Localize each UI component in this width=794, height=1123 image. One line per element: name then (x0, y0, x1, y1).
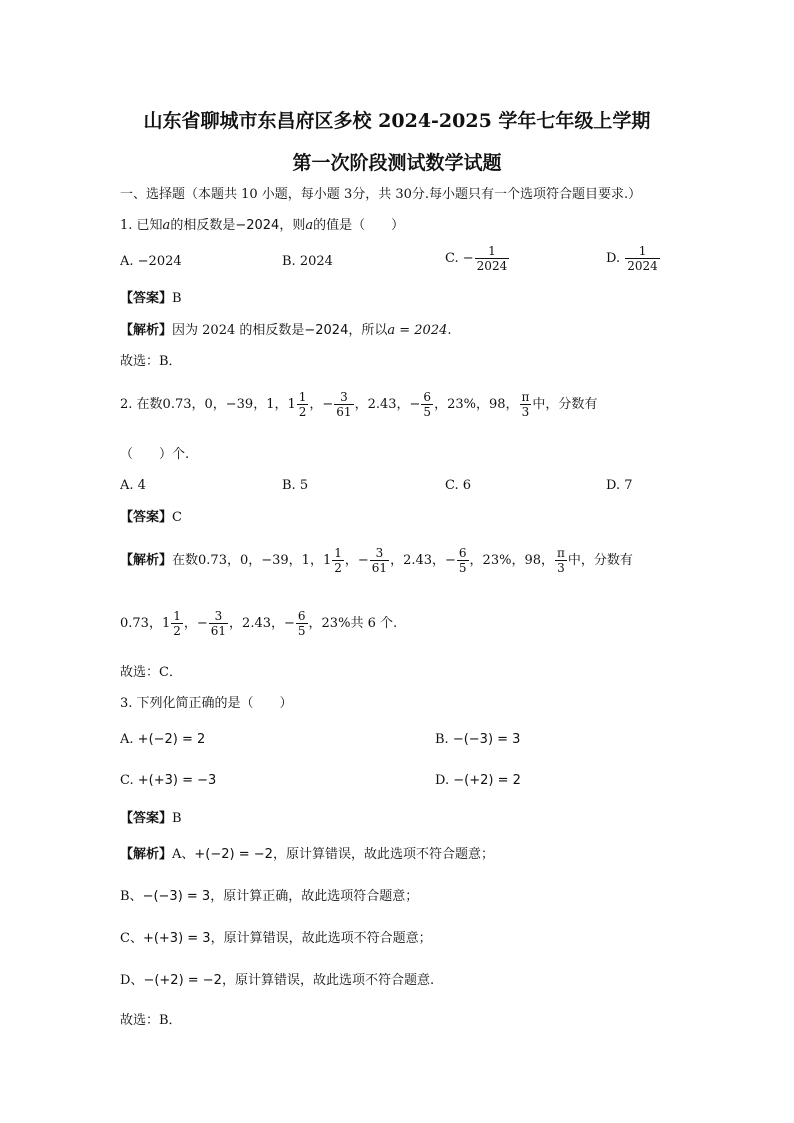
explain-text: B、 (120, 889, 143, 904)
q2-choose: 故选：C． (120, 665, 182, 680)
q2-option-d: D. 7 (606, 478, 633, 493)
fraction-numerator: π (521, 390, 530, 404)
q2-result-numbers: 0.73，1 (120, 616, 171, 631)
answer-tag: 【答案】 (120, 291, 173, 306)
q1-stem-text: 的值是（ ） (313, 218, 405, 233)
explain-text: A、 (172, 847, 195, 862)
q1-option-c (445, 244, 510, 273)
q2-stem-text: 中，分数有 (532, 397, 598, 412)
fraction-numerator: 3 (340, 390, 348, 404)
q1-var: a (162, 218, 171, 233)
answer-value: C (172, 510, 182, 525)
q3-explanation-d (120, 972, 434, 990)
title-line-1: 山东省聊城市东昌府区多校 2024-2025 学年七年级上学期 (143, 110, 651, 132)
q1-option-d-label: D. (606, 251, 621, 266)
explain-text: ，原计算错误，故此选项不符合题意. (221, 973, 435, 988)
q2-fraction (334, 390, 353, 419)
fraction-denominator: 5 (297, 624, 306, 638)
option-label: B. (435, 732, 449, 747)
explain-math: −(+2) = −2 (143, 973, 222, 988)
fraction-denominator: 2 (334, 561, 342, 575)
option-math: −(−3) = 3 (452, 732, 521, 747)
q1-option-a: A. −2024 (120, 254, 182, 269)
q1-choose: 故选：B． (120, 354, 182, 369)
q2-answer (120, 509, 182, 527)
q2-stem-text: 2. 在数 (120, 397, 163, 412)
fraction-denominator: 2024 (476, 259, 508, 273)
q3-stem: 3. 下列化简正确的是（ ） (120, 696, 293, 711)
q2-result (120, 609, 397, 638)
fraction-numerator: 1 (298, 390, 307, 404)
answer-value: B (172, 811, 182, 826)
fraction-numerator: 1 (173, 609, 181, 623)
fraction-numerator: 3 (375, 546, 384, 560)
q1-option-d (606, 244, 661, 273)
q3-explanation-a (120, 846, 494, 864)
q1-explanation (120, 322, 452, 340)
q2-fraction (332, 546, 344, 575)
answer-value: B (172, 291, 182, 306)
fraction-denominator: 2 (173, 624, 181, 638)
q2-numbers: ，− (309, 397, 334, 412)
explain-text: C、 (120, 931, 143, 946)
option-label: C. (120, 773, 134, 788)
explain-math: −(−3) = 3 (142, 889, 211, 904)
fraction-denominator: 61 (336, 405, 352, 419)
q2-fraction (457, 546, 469, 575)
answer-tag: 【答案】 (120, 510, 173, 525)
option-label: D. (435, 773, 450, 788)
q2-numbers: ，− (344, 553, 369, 568)
q1-stem-text: ，则 (279, 218, 306, 233)
fraction-denominator: 3 (520, 404, 532, 419)
q2-numbers: ，2.43，− (354, 397, 421, 412)
q2-result-numbers: ，23% (308, 616, 351, 631)
q1-var: a (305, 218, 314, 233)
explain-text: 中，分数有 (567, 553, 633, 568)
q1-option-d-fraction (625, 244, 660, 273)
q1-stem-text: 1. 已知 (120, 218, 163, 233)
explain-math: +(−2) = −2 (194, 847, 273, 862)
q2-fraction (555, 546, 567, 575)
section-heading: 一、选择题（本题共 10 小题，每小题 3分，共 30分.每小题只有一个选项符合题目要求.） (120, 187, 642, 202)
explain-text: 因为 2024 的相反数是 (172, 323, 305, 338)
q2-numbers: ，23%，98， (434, 397, 519, 412)
explain-text: D、 (120, 973, 144, 988)
explain-text: ，原计算正确，故此选项符合题意； (210, 889, 419, 904)
q2-result-numbers: ，2.43，− (229, 616, 295, 631)
fraction-numerator: 6 (423, 390, 432, 404)
q2-result-text: 共 6 个. (350, 616, 398, 631)
q2-explanation (120, 546, 633, 575)
q1-option-b: B. 2024 (282, 254, 333, 269)
fraction-denominator: 3 (555, 560, 567, 575)
q1-option-c-label: C. (445, 251, 459, 266)
fraction-numerator: 1 (488, 244, 496, 258)
fraction-denominator: 2024 (627, 259, 658, 273)
option-math: −(+2) = 2 (453, 773, 521, 788)
explain-tag: 【解析】 (120, 847, 173, 862)
explain-tag: 【解析】 (120, 323, 173, 338)
answer-tag: 【答案】 (120, 811, 173, 826)
q3-option-a (120, 732, 205, 747)
explain-text: ，原计算错误，故此选项不符合题意； (210, 931, 432, 946)
fraction-numerator: π (556, 546, 565, 560)
q2-fraction (370, 546, 389, 575)
explain-text: ，所以 (348, 323, 388, 338)
q1-option-c-sign: − (462, 251, 474, 266)
q3-answer (120, 810, 182, 828)
explain-math: −2024 (304, 323, 349, 338)
q2-option-b: B. 5 (282, 478, 309, 493)
explain-text: 在数 (172, 553, 199, 568)
q3-explanation-c (120, 930, 432, 948)
explain-text: . (447, 323, 452, 338)
fraction-numerator: 3 (214, 609, 223, 623)
q1-stem-text: 的相反数是 (170, 218, 236, 233)
fraction-denominator: 5 (423, 405, 432, 419)
explain-tag: 【解析】 (120, 553, 173, 568)
q3-explanation-b (120, 888, 418, 906)
q1-number: −2024 (235, 218, 280, 233)
fraction-numerator: 1 (638, 244, 647, 258)
q2-option-c: C. 6 (445, 478, 472, 493)
q2-stem-tail: （ ）个. (120, 447, 190, 462)
q1-stem (120, 217, 404, 235)
option-label: A. (120, 732, 134, 747)
fraction-numerator: 6 (458, 546, 467, 560)
q2-numbers: 0.73，0，−39，1，1 (162, 397, 296, 412)
option-math: +(+3) = −3 (137, 773, 217, 788)
q2-result-numbers: ，− (183, 616, 208, 631)
q1-option-c-fraction (475, 244, 510, 273)
q2-fraction (296, 609, 308, 638)
explain-math: +(+3) = 3 (142, 931, 211, 946)
fraction-denominator: 61 (210, 624, 227, 638)
q2-numbers: ，2.43，− (390, 553, 456, 568)
q2-fraction (171, 609, 183, 638)
q2-numbers: ，23%，98， (469, 553, 554, 568)
q3-choose: 故选：B． (120, 1013, 182, 1028)
q2-fraction (520, 390, 532, 419)
explain-math: a = 2024 (387, 323, 448, 338)
q3-option-c (120, 773, 216, 788)
title-line-2: 第一次阶段测试数学试题 (292, 152, 502, 174)
q2-option-a: A. 4 (120, 478, 146, 493)
fraction-numerator: 6 (297, 609, 306, 623)
q3-option-b (435, 732, 520, 747)
fraction-denominator: 5 (458, 561, 467, 575)
explain-text: ，原计算错误，故此选项不符合题意； (272, 847, 494, 862)
fraction-denominator: 61 (371, 561, 388, 575)
q1-answer (120, 290, 182, 308)
q2-numbers: 0.73，0，−39，1，1 (198, 553, 332, 568)
q2-fraction (209, 609, 228, 638)
option-math: +(−2) = 2 (137, 732, 206, 747)
q3-option-d (435, 773, 521, 788)
q2-fraction (297, 390, 309, 419)
q2-stem (120, 390, 597, 419)
q2-fraction (421, 390, 433, 419)
fraction-denominator: 2 (298, 405, 307, 419)
fraction-numerator: 1 (334, 546, 342, 560)
